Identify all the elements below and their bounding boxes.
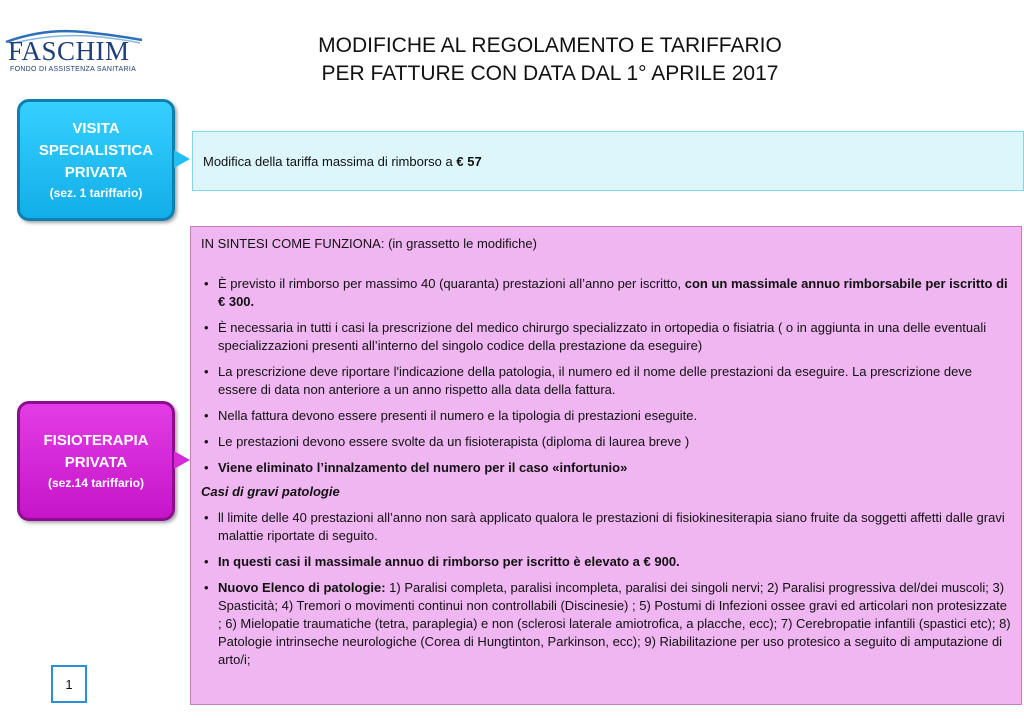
tile-fisio-line-2: PRIVATA bbox=[64, 454, 128, 471]
list-item: • ll limite delle 40 prestazioni all’anno non sarà applicato qualora le prestazioni di fisiokinesiterapia siano fruite da soggetti affetti dalle gravi malattie riportate di seguito. bbox=[201, 509, 1011, 545]
tile-fisio-line-1: FISIOTERAPIA bbox=[43, 432, 149, 449]
gravi-heading: Casi di gravi patologie bbox=[201, 484, 340, 499]
tile-fisioterapia bbox=[17, 401, 175, 521]
list-item: • Nuovo Elenco di patologie: 1) Paralisi completa, paralisi incompleta, paralisi dei singoli nervi; 2) Paralisi progressiva del/dei muscoli; 3) Spasticità; 4) Tremori o movimenti continui non controllabili (Discinesie) ; 5) Postumi di Infezioni ossee gravi ed articolari non protesizzate ; 6) Mielopatie traumatiche (tetra, paraplegia) e non (sclerosi laterale amiotrofica, a placche, ecc); 7) Cerebropatie infantili (spastici etc); 8) Patologie intrinseche neurologiche (Corea di Hungtinton, Parkinson, ecc); 9) Riabilitazione per uso protesico a seguito di amputazione di arto/i; bbox=[201, 579, 1011, 669]
faschim-logo bbox=[4, 26, 144, 76]
arrow-right-icon bbox=[174, 451, 190, 469]
arrow-right-icon bbox=[174, 150, 190, 168]
page-title bbox=[300, 32, 800, 88]
list-item: • La prescrizione deve riportare l'indicazione della patologia, il numero ed il nome delle prestazioni da eseguire. La prescrizione deve essere di data non anteriore a un anno rispetto alla data della fattura. bbox=[201, 363, 1011, 399]
logo-tagline: FONDO DI ASSISTENZA SANITARIA bbox=[10, 66, 137, 73]
logo-name: FASCHIM bbox=[8, 36, 130, 66]
tile-visita-specialistica bbox=[17, 99, 175, 221]
rules-list bbox=[201, 275, 1011, 477]
page-number: 1 bbox=[51, 665, 87, 703]
box-intro: IN SINTESI COME FUNZIONA: (in grassetto le modifiche) bbox=[201, 236, 537, 251]
title-line-1: MODIFICHE AL REGOLAMENTO E TARIFFARIO bbox=[318, 34, 782, 57]
list-item: • Le prestazioni devono essere svolte da un fisioterapista (diploma di laurea breve ) bbox=[201, 433, 1011, 451]
list-item: • In questi casi il massimale annuo di rimborso per iscritto è elevato a € 900. bbox=[201, 553, 1011, 571]
visita-info-box bbox=[192, 131, 1024, 191]
visita-info-amount: € 57 bbox=[456, 153, 482, 169]
list-item: • Nella fattura devono essere presenti il numero e la tipologia di prestazioni eseguite. bbox=[201, 407, 1011, 425]
tile-visita-sub: (sez. 1 tariffario) bbox=[49, 186, 143, 200]
tile-visita-line-1: VISITA bbox=[72, 120, 120, 137]
tile-visita-line-2: SPECIALISTICA bbox=[38, 142, 154, 159]
gravi-list bbox=[201, 509, 1011, 669]
tile-visita-line-3: PRIVATA bbox=[64, 164, 128, 181]
title-line-2: PER FATTURE CON DATA DAL 1° APRILE 2017 bbox=[321, 62, 779, 85]
tile-fisio-sub: (sez.14 tariffario) bbox=[47, 476, 145, 490]
fisio-info-box bbox=[190, 226, 1022, 705]
list-item: • Viene eliminato l’innalzamento del numero per il caso «infortunio» bbox=[201, 459, 1011, 477]
list-item: • È previsto il rimborso per massimo 40 (quaranta) prestazioni all’anno per iscritto, con un massimale annuo rimborsabile per iscritto di € 300. bbox=[201, 275, 1011, 311]
list-item: • È necessaria in tutti i casi la prescrizione del medico chirurgo specializzato in ortopedia o fisiatria ( o in aggiunta in una delle eventuali specializzazioni presenti all’interno del singolo codice della prestazione da eseguire) bbox=[201, 319, 1011, 355]
visita-info-text: Modifica della tariffa massima di rimborso a bbox=[203, 153, 453, 169]
